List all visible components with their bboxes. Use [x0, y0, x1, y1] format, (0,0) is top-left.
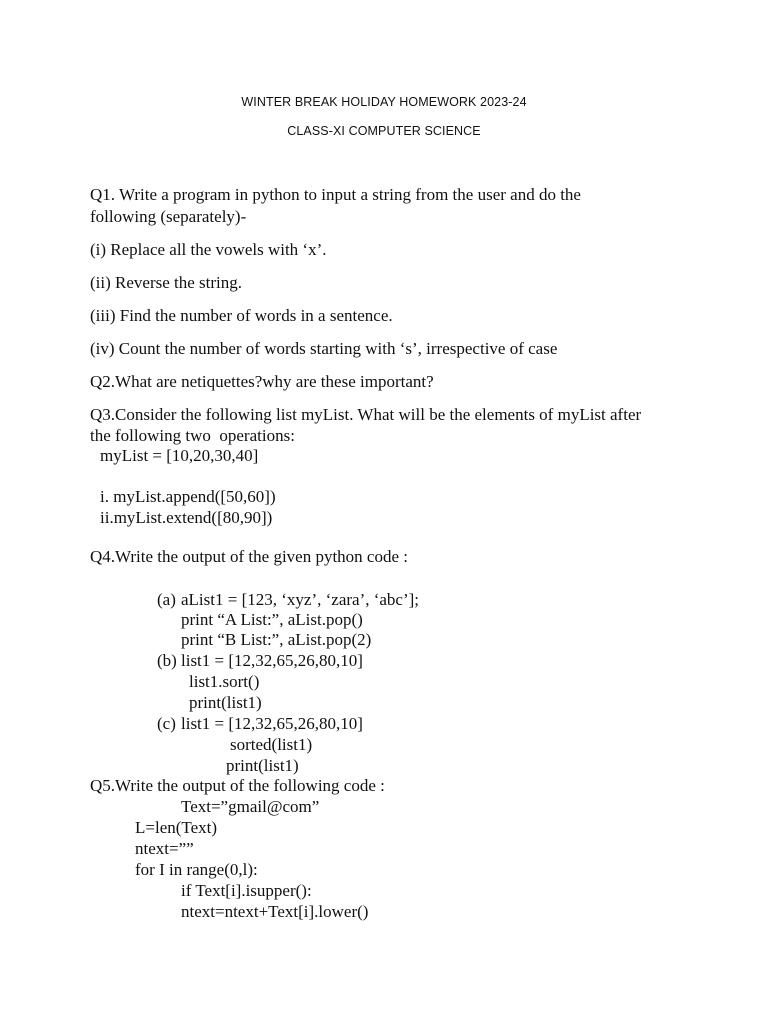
- q1-part-iv: (iv) Count the number of words starting with ‘s’, irrespective of case: [90, 339, 558, 358]
- q4-a-line3: print “B List:”, aList.pop(2): [181, 630, 372, 649]
- q5-code-line4: for I in range(0,l):: [135, 860, 258, 879]
- q3-code: myList = [10,20,30,40]: [100, 446, 259, 465]
- q1-line1: Q1. Write a program in python to input a string from the user and do the: [90, 185, 581, 204]
- q4-a-line1: aList1 = [123, ‘xyz’, ‘zara’, ‘abc’];: [181, 590, 420, 609]
- q4-b-line1: list1 = [12,32,65,26,80,10]: [181, 651, 363, 670]
- q4-b-line3: print(list1): [189, 693, 262, 712]
- q5-code-line2: L=len(Text): [135, 818, 218, 837]
- q5-text: Q5.Write the output of the following code :: [90, 776, 385, 795]
- q4-b-label: (b): [157, 651, 177, 670]
- q3-op2: ii.myList.extend([80,90]): [100, 508, 273, 527]
- q1-part-ii: (ii) Reverse the string.: [90, 273, 243, 292]
- q1-part-i: (i) Replace all the vowels with ‘x’.: [90, 240, 327, 259]
- q1-line2: following (separately)-: [90, 207, 247, 226]
- q5-code-line6: ntext=ntext+Text[i].lower(): [181, 902, 369, 921]
- document-title: WINTER BREAK HOLIDAY HOMEWORK 2023-24: [241, 95, 527, 109]
- q2-text: Q2.What are netiquettes?why are these important?: [90, 372, 434, 391]
- q4-text: Q4.Write the output of the given python code :: [90, 547, 408, 566]
- q4-a-line2: print “A List:”, aList.pop(): [181, 610, 363, 629]
- q4-c-label: (c): [157, 714, 176, 733]
- q5-code-line5: if Text[i].isupper():: [181, 881, 312, 900]
- q4-c-line3: print(list1): [226, 756, 299, 775]
- q5-code-line3: ntext=””: [135, 839, 194, 858]
- document-subtitle: CLASS-XI COMPUTER SCIENCE: [287, 124, 481, 138]
- q3-line1: Q3.Consider the following list myList. What will be the elements of myList after: [90, 405, 642, 424]
- q4-b-line2: list1.sort(): [189, 672, 260, 691]
- q4-a-label: (a): [157, 590, 176, 609]
- q1-part-iii: (iii) Find the number of words in a sentence.: [90, 306, 393, 325]
- q3-line2: the following two operations:: [90, 426, 295, 445]
- q5-code-line1: Text=”gmail@com”: [181, 797, 320, 816]
- q4-c-line2: sorted(list1): [230, 735, 313, 754]
- q3-op1: i. myList.append([50,60]): [100, 487, 276, 506]
- q4-c-line1: list1 = [12,32,65,26,80,10]: [181, 714, 363, 733]
